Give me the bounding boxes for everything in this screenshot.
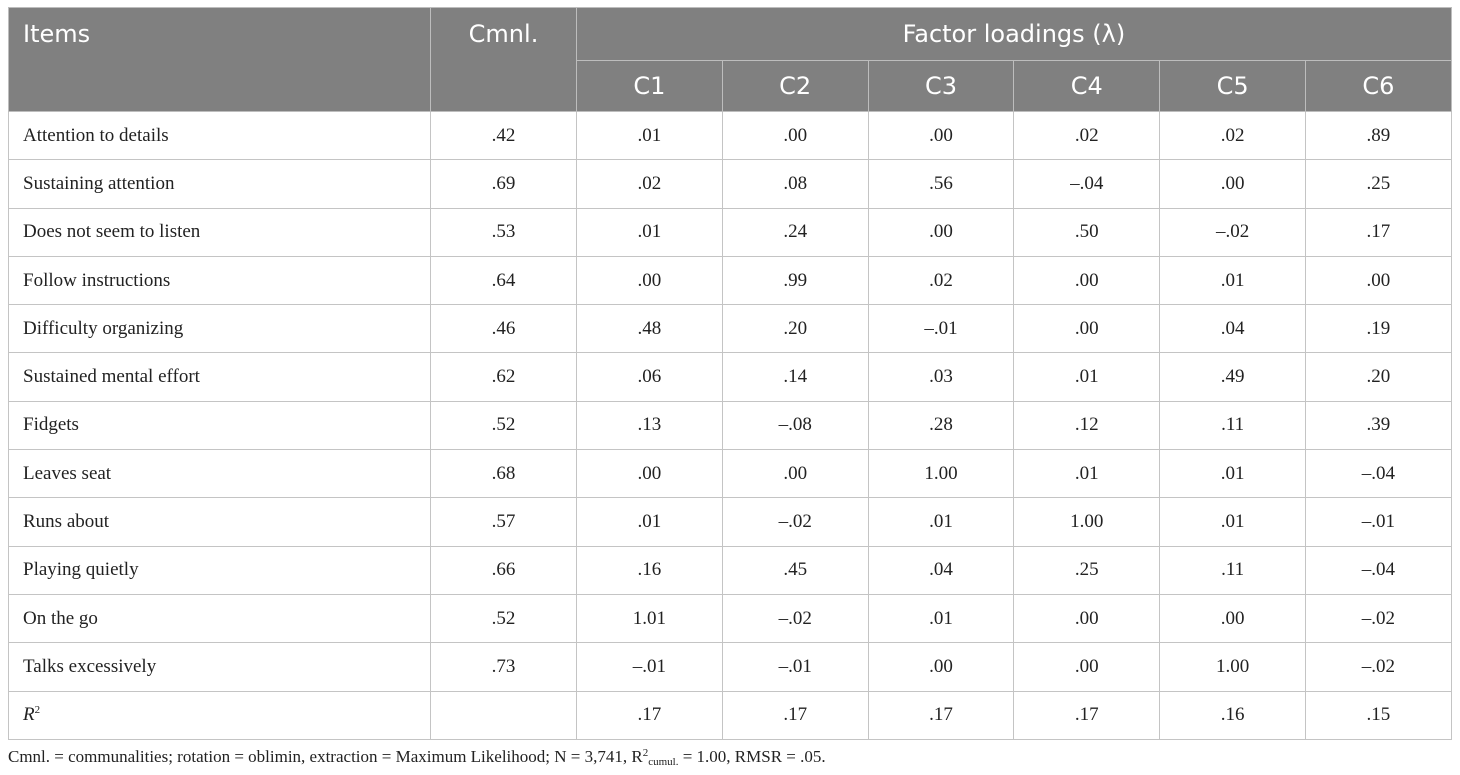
cmnl-value: .57 <box>431 498 577 546</box>
loading-value-c1: .48 <box>577 305 723 353</box>
loading-value-c1: .06 <box>577 353 723 401</box>
table-row <box>9 450 1452 498</box>
footnote-r2-sub: cumul. <box>648 756 679 768</box>
footnote-text-end: = 1.00, RMSR = .05. <box>678 747 826 766</box>
loading-value-c4: .01 <box>1014 353 1160 401</box>
loading-value-c3: .02 <box>868 256 1014 304</box>
header-factor-c5: C5 <box>1160 61 1306 112</box>
footnote-text: Cmnl. = communalities; rotation = oblimin, extraction = Maximum Likelihood; N = 3,741, R <box>8 747 643 766</box>
loading-value-c5: 1.00 <box>1160 643 1306 691</box>
item-label: Talks excessively <box>9 643 431 691</box>
loading-value-c4: .00 <box>1014 256 1160 304</box>
header-factor-c2: C2 <box>722 61 868 112</box>
header-factor-c6: C6 <box>1305 61 1451 112</box>
r2-value-c6: .15 <box>1305 691 1451 739</box>
header-cmnl: Cmnl. <box>431 8 577 112</box>
loading-value-c6: –.01 <box>1305 498 1451 546</box>
cmnl-value: .73 <box>431 643 577 691</box>
loading-value-c5: .49 <box>1160 353 1306 401</box>
table-body <box>9 112 1452 740</box>
loading-value-c5: .11 <box>1160 546 1306 594</box>
item-label: On the go <box>9 594 431 642</box>
loading-value-c5: .00 <box>1160 594 1306 642</box>
factor-loadings-table <box>8 7 1452 740</box>
table-row <box>9 353 1452 401</box>
r2-cmnl-empty <box>431 691 577 739</box>
loading-value-c3: .04 <box>868 546 1014 594</box>
item-label: Attention to details <box>9 112 431 160</box>
loading-value-c2: .14 <box>722 353 868 401</box>
loading-value-c4: –.04 <box>1014 160 1160 208</box>
loading-value-c6: –.04 <box>1305 450 1451 498</box>
r2-value-c5: .16 <box>1160 691 1306 739</box>
loading-value-c3: .56 <box>868 160 1014 208</box>
cmnl-value: .53 <box>431 208 577 256</box>
loading-value-c2: .08 <box>722 160 868 208</box>
table-row <box>9 643 1452 691</box>
loading-value-c2: –.08 <box>722 401 868 449</box>
loading-value-c2: .45 <box>722 546 868 594</box>
cmnl-value: .68 <box>431 450 577 498</box>
cmnl-value: .66 <box>431 546 577 594</box>
item-label: Difficulty organizing <box>9 305 431 353</box>
r2-value-c1: .17 <box>577 691 723 739</box>
r2-symbol <box>23 704 40 725</box>
loading-value-c6: –.02 <box>1305 594 1451 642</box>
loading-value-c6: .25 <box>1305 160 1451 208</box>
loading-value-c4: .25 <box>1014 546 1160 594</box>
loading-value-c1: .00 <box>577 450 723 498</box>
loading-value-c2: –.02 <box>722 594 868 642</box>
loading-value-c6: .17 <box>1305 208 1451 256</box>
loading-value-c6: –.02 <box>1305 643 1451 691</box>
item-label: Fidgets <box>9 401 431 449</box>
r2-letter: R <box>23 704 35 726</box>
table-row <box>9 112 1452 160</box>
loading-value-c5: .02 <box>1160 112 1306 160</box>
loading-value-c5: .04 <box>1160 305 1306 353</box>
loading-value-c3: .03 <box>868 353 1014 401</box>
table-row <box>9 498 1452 546</box>
loading-value-c5: .01 <box>1160 256 1306 304</box>
item-label: Leaves seat <box>9 450 431 498</box>
table-row <box>9 160 1452 208</box>
cmnl-value: .64 <box>431 256 577 304</box>
loading-value-c2: –.01 <box>722 643 868 691</box>
loading-value-c3: .01 <box>868 498 1014 546</box>
loading-value-c3: .01 <box>868 594 1014 642</box>
loading-value-c6: .20 <box>1305 353 1451 401</box>
table-row <box>9 401 1452 449</box>
loading-value-c2: .00 <box>722 450 868 498</box>
header-factor-c3: C3 <box>868 61 1014 112</box>
loading-value-c1: 1.01 <box>577 594 723 642</box>
loading-value-c5: .00 <box>1160 160 1306 208</box>
loading-value-c6: .39 <box>1305 401 1451 449</box>
loading-value-c3: .00 <box>868 208 1014 256</box>
cmnl-value: .69 <box>431 160 577 208</box>
table-footnote <box>8 747 826 768</box>
loading-value-c4: .00 <box>1014 594 1160 642</box>
table-container <box>8 7 1451 740</box>
header-factor-c4: C4 <box>1014 61 1160 112</box>
footnote-r2-sup: 2 <box>642 747 649 759</box>
r2-value-c3: .17 <box>868 691 1014 739</box>
loading-value-c1: .02 <box>577 160 723 208</box>
r2-label <box>9 691 431 739</box>
r2-superscript: 2 <box>34 704 41 717</box>
table-row <box>9 208 1452 256</box>
table-header <box>9 8 1452 112</box>
loading-value-c4: .02 <box>1014 112 1160 160</box>
item-label: Sustaining attention <box>9 160 431 208</box>
loading-value-c4: .00 <box>1014 643 1160 691</box>
item-label: Does not seem to listen <box>9 208 431 256</box>
r2-value-c4: .17 <box>1014 691 1160 739</box>
loading-value-c4: .12 <box>1014 401 1160 449</box>
loading-value-c6: .00 <box>1305 256 1451 304</box>
loading-value-c3: .00 <box>868 643 1014 691</box>
loading-value-c1: .01 <box>577 112 723 160</box>
loading-value-c3: 1.00 <box>868 450 1014 498</box>
loading-value-c1: .13 <box>577 401 723 449</box>
r2-value-c2: .17 <box>722 691 868 739</box>
loading-value-c5: .01 <box>1160 450 1306 498</box>
cmnl-value: .52 <box>431 401 577 449</box>
loading-value-c4: .00 <box>1014 305 1160 353</box>
loading-value-c3: .00 <box>868 112 1014 160</box>
cmnl-value: .52 <box>431 594 577 642</box>
loading-value-c5: –.02 <box>1160 208 1306 256</box>
loading-value-c3: .28 <box>868 401 1014 449</box>
loading-value-c6: –.04 <box>1305 546 1451 594</box>
loading-value-c3: –.01 <box>868 305 1014 353</box>
cmnl-value: .42 <box>431 112 577 160</box>
loading-value-c4: 1.00 <box>1014 498 1160 546</box>
loading-value-c5: .11 <box>1160 401 1306 449</box>
loading-value-c1: .01 <box>577 498 723 546</box>
loading-value-c2: .00 <box>722 112 868 160</box>
loading-value-c4: .01 <box>1014 450 1160 498</box>
table-row <box>9 546 1452 594</box>
r2-row <box>9 691 1452 739</box>
header-factor-c1: C1 <box>577 61 723 112</box>
item-label: Runs about <box>9 498 431 546</box>
header-factor-loadings: Factor loadings (λ) <box>577 8 1452 61</box>
loading-value-c2: .24 <box>722 208 868 256</box>
loading-value-c1: .01 <box>577 208 723 256</box>
loading-value-c4: .50 <box>1014 208 1160 256</box>
header-items: Items <box>9 8 431 112</box>
table-row <box>9 305 1452 353</box>
loading-value-c1: .16 <box>577 546 723 594</box>
cmnl-value: .46 <box>431 305 577 353</box>
loading-value-c5: .01 <box>1160 498 1306 546</box>
table-row <box>9 594 1452 642</box>
loading-value-c6: .19 <box>1305 305 1451 353</box>
item-label: Sustained mental effort <box>9 353 431 401</box>
loading-value-c2: .20 <box>722 305 868 353</box>
loading-value-c2: .99 <box>722 256 868 304</box>
table-row <box>9 256 1452 304</box>
loading-value-c1: –.01 <box>577 643 723 691</box>
item-label: Playing quietly <box>9 546 431 594</box>
loading-value-c1: .00 <box>577 256 723 304</box>
item-label: Follow instructions <box>9 256 431 304</box>
cmnl-value: .62 <box>431 353 577 401</box>
loading-value-c6: .89 <box>1305 112 1451 160</box>
loading-value-c2: –.02 <box>722 498 868 546</box>
